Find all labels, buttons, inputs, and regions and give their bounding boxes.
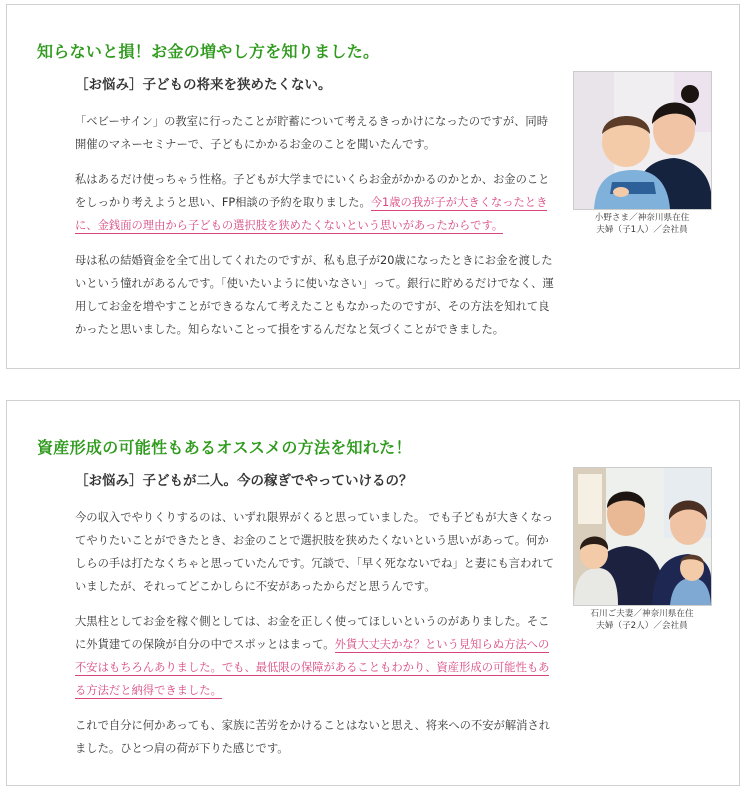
body-paragraph <box>75 714 555 760</box>
testimonial-card <box>6 400 740 786</box>
body-paragraph <box>75 249 555 341</box>
testimonial-body <box>75 506 555 772</box>
caption-line: 小野さま／神奈川県在住 <box>594 213 690 223</box>
testimonial-body <box>75 110 555 353</box>
body-paragraph <box>75 110 555 156</box>
highlighted-text: 今1歳の我が子が大きくなったときに、金銭面の理由から子どもの選択肢を狭めたくないという思いがあったからです。 <box>75 196 548 232</box>
concern-title: ［お悩み］子どもが二人。今の稼ぎでやっていけるの？ <box>75 473 413 489</box>
paragraph-text: これで自分に何かあっても、家族に苦労をかけることはないと思え、将来への不安が解消されました。ひとつ肩の荷が下りた感じです。 <box>75 719 551 755</box>
concern-title: ［お悩み］子どもの将来を狭めたくない。 <box>75 77 332 93</box>
testimonial-heading: 資産形成の可能性もあるオススメの方法を知れた！ <box>37 438 412 457</box>
caption-line: 石川ご夫妻／神奈川県在住 <box>590 609 694 619</box>
paragraph-text: 大黒柱としてお金を稼ぐ側としては、お金を正しく使ってほしいというのがありました。そこに外貨建ての保険が自分の中でスポッとはまって。 <box>75 615 550 651</box>
body-paragraph <box>75 168 555 237</box>
caption-line: 夫婦（子1人）／会社員 <box>596 225 688 235</box>
customer-photo <box>573 71 712 210</box>
customer-caption <box>563 212 721 236</box>
customer-caption <box>563 608 721 632</box>
paragraph-text: 母は私の結婚資金を全て出してくれたのですが、私も息子が20歳になったときにお金を渡したいという憧れがあるんです。「使いたいように使いなさい」って。銀行に貯めるだけでなく、運用してお金を増やすことができるなんて考えたこともなかったのですが、その方法を知れて良かったと思いました。知らないことって損をするんだなと気づくことができました。 <box>75 254 554 336</box>
body-paragraph <box>75 610 555 702</box>
paragraph-text: 私はあるだけ使っちゃう性格。子どもが大学までにいくらお金がかかるのかとか、お金のことをしっかり考えようと思い、FP相談の予約を取りました。 <box>75 173 550 209</box>
testimonial-heading: 知らないと損！お金の増やし方を知りました。 <box>37 42 380 61</box>
caption-line: 夫婦（子2人）／会社員 <box>596 621 688 631</box>
paragraph-text: 今の収入でやりくりするのは、いずれ限界がくると思っていました。 でも子どもが大きくなってやりたいことができたとき、お金のことで選択肢を狭めたくないという思いがあって。何かしらの手は打たなくちゃと思っていたんです。冗談で、「早く死なないでね」と妻にも言われていましたが、それってどこかしらに不安があったからだと思うんです。 <box>75 511 554 593</box>
paragraph-text: 「ベビーサイン」の教室に行ったことが貯蓄について考えるきっかけになったのですが、同時開催のマネーセミナーで、子どもにかかるお金のことを聞いたんです。 <box>75 115 549 151</box>
testimonial-card <box>6 4 740 369</box>
customer-photo <box>573 467 712 606</box>
body-paragraph <box>75 506 555 598</box>
highlighted-text: 外貨大丈夫かな？という見知らぬ方法への不安はもちろんありました。でも、最低限の保障があることもわかり、資産形成の可能性もある方法だと納得できました。 <box>75 638 550 697</box>
